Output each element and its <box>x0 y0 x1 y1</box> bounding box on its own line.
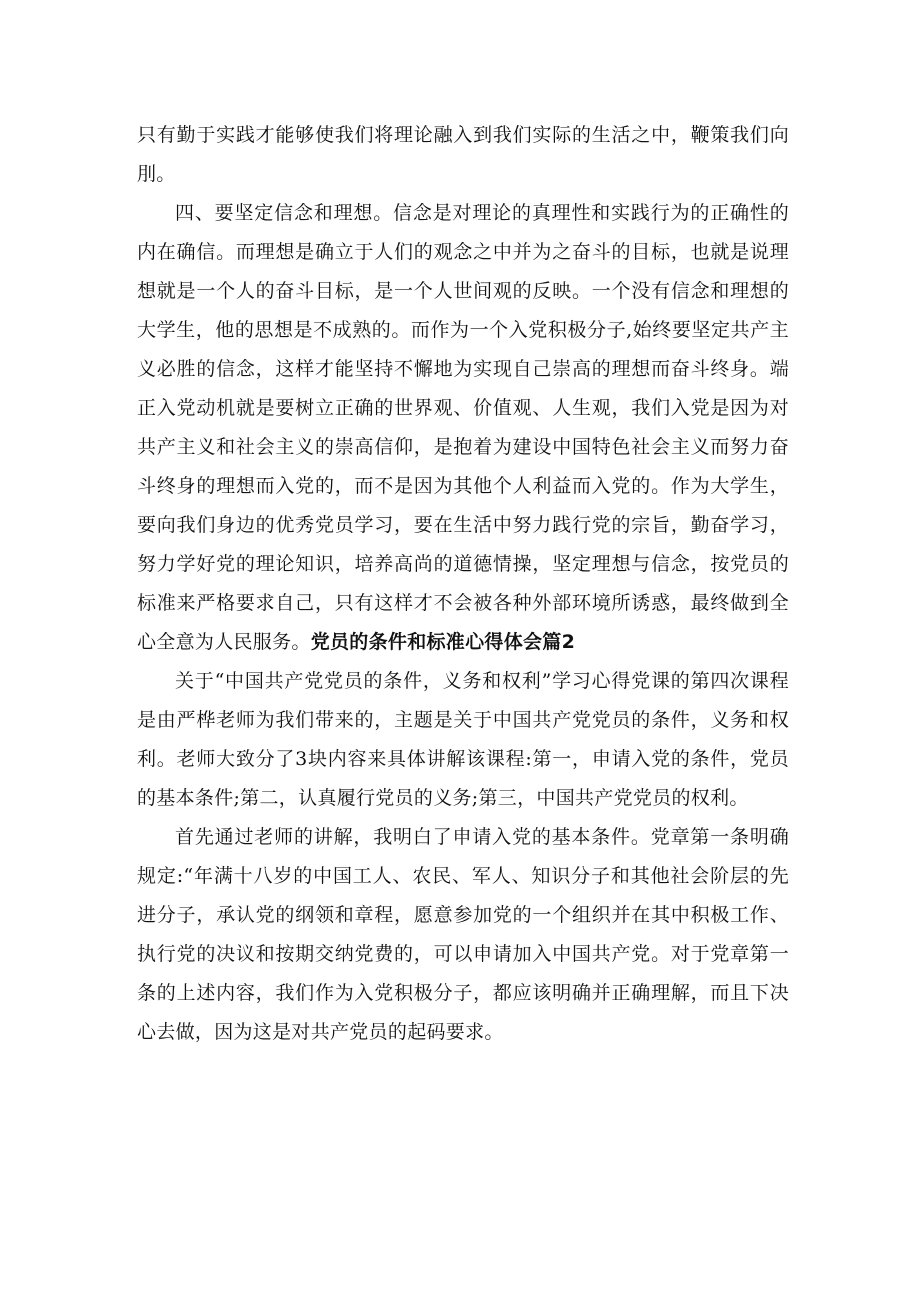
paragraph-3: 关于“中国共产党党员的条件，义务和权利”学习心得党课的第四次课程是由严桦老师为我们带来的，主题是关于中国共产党党员的条件，义务和权利。老师大致分了3块内容来具体讲解该课程:第一，申请入党的条件，党员的基本条件;第二，认真履行党员的义务;第三，中国共产党党员的权利。 <box>137 670 789 809</box>
section-heading: 党员的条件和标准心得体会篇2 <box>310 631 576 653</box>
paragraph-2-text: 四、要坚定信念和理想。信念是对理论的真理性和实践行为的正确性的内在确信。而理想是确立于人们的观念之中并为之奋斗的目标，也就是说理想就是一个人的奋斗目标，是一个人世间观的反映。一个没有信念和理想的大学生，他的思想是不成熟的。而作为一个入党积极分子,始终要坚定共产主义必胜的信念，这样才能坚持不懈地为实现自己崇高的理想而奋斗终身。端正入党动机就是要树立正确的世界观、价值观、人生观，我们入党是因为对共产主义和社会主义的崇高信仰，是抱着为建设中国特色社会主义而努力奋斗终身的理想而入党的，而不是因为其他个人利益而入党的。作为大学生，要向我们身边的优秀党员学习，要在生活中努力践行党的宗旨，勤奋学习，努力学好党的理论知识，培养高尚的道德情操，坚定理想与信念，按党员的标准来严格要求自己，只有这样才不会被各种外部环境所诱惑，最终做到全心全意为人民服务。 <box>137 202 789 653</box>
paragraph-4: 首先通过老师的讲解，我明白了申请入党的基本条件。党章第一条明确规定:“年满十八岁的中国工人、农民、军人、知识分子和其他社会阶层的先进分子，承认党的纲领和章程，愿意参加党的一个组织并在其中积极工作、执行党的决议和按期交纳党费的，可以申请加入中国共产党。对于党章第一条的上述内容，我们作为入党积极分子，都应该明确并正确理解，而且下决心去做，因为这是对共产党员的起码要求。 <box>137 826 789 1043</box>
paragraph-1: 只有勤于实践才能够使我们将理论融入到我们实际的生活之中，鞭策我们向刖。 <box>137 124 789 185</box>
document-page <box>137 116 789 1052</box>
paragraph-2 <box>137 194 789 662</box>
